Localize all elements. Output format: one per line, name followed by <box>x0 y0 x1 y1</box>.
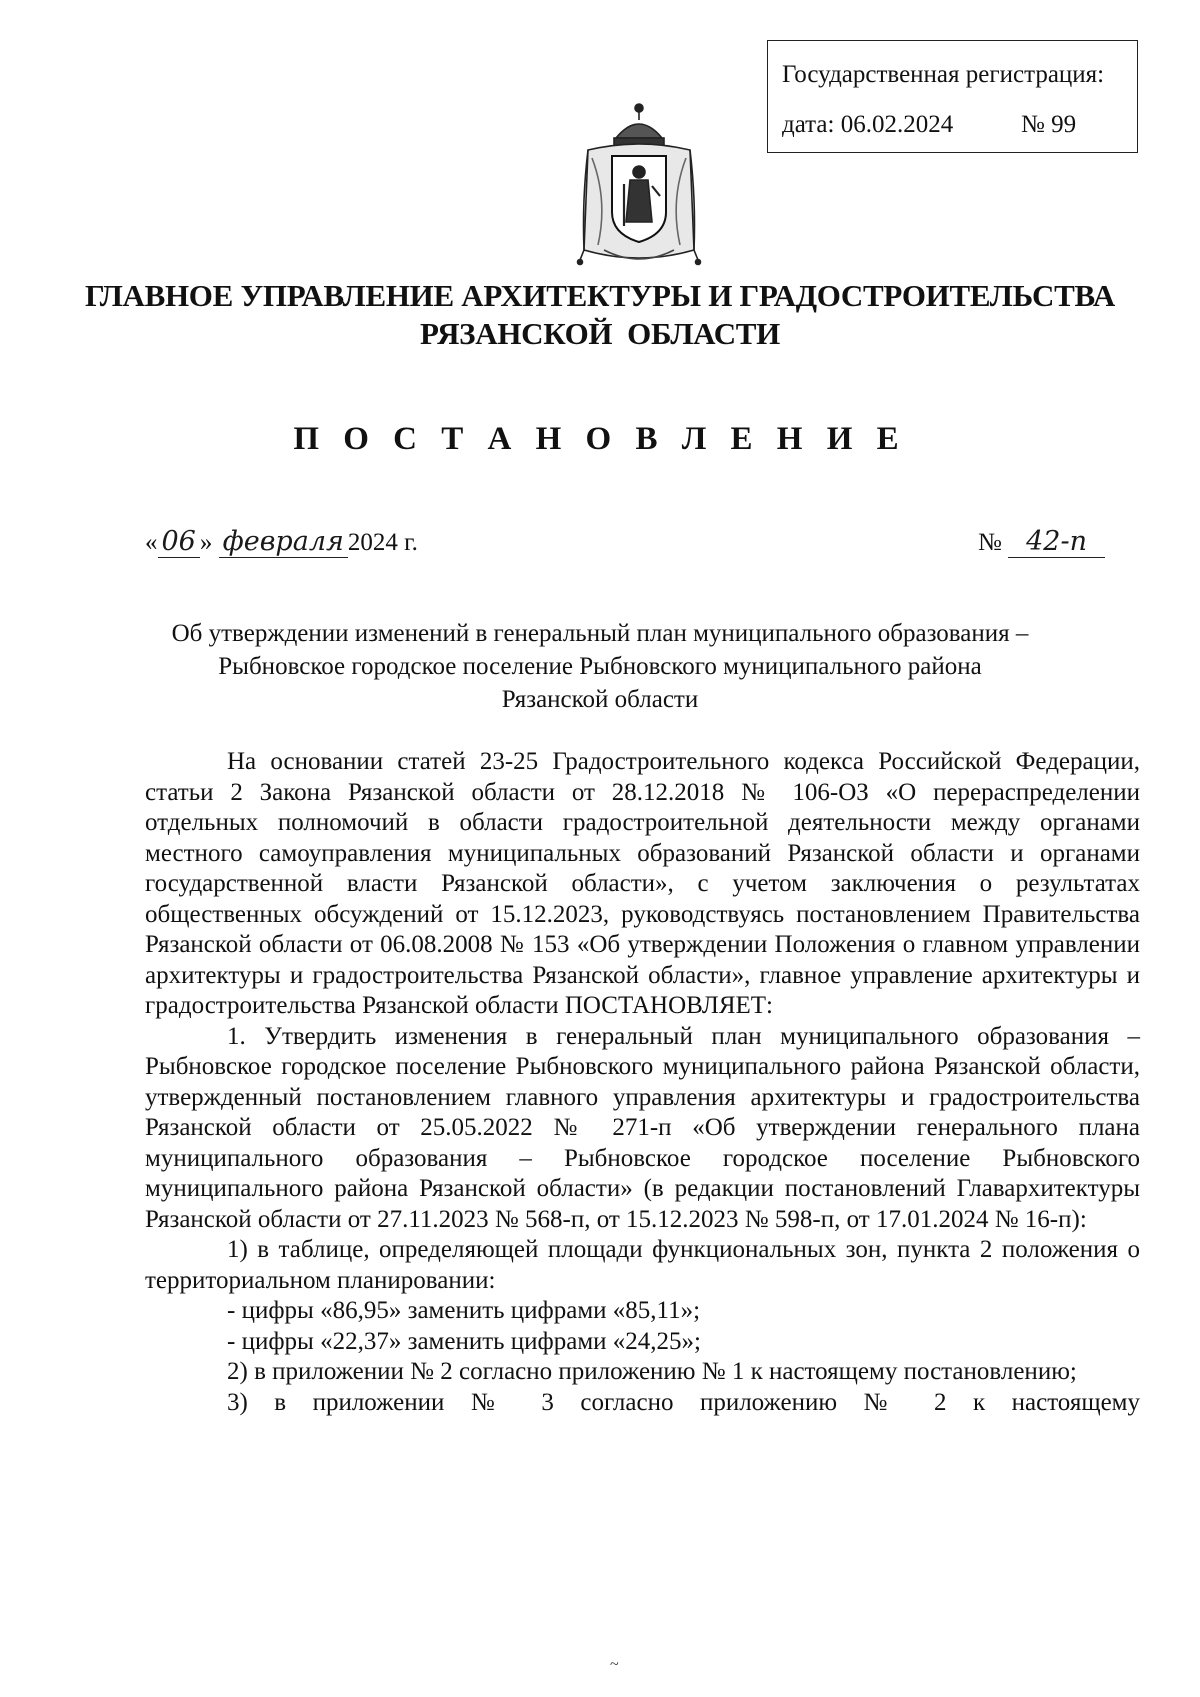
document-type: П О С Т А Н О В Л Е Н И Е <box>293 421 907 457</box>
registration-number: № 99 <box>1021 111 1077 138</box>
number-prefix: № <box>978 529 1002 556</box>
organization-name-line2: РЯЗАНСКОЙ ОБЛАСТИ <box>419 316 781 351</box>
subject-line2: Рыбновское городское поселение Рыбновского муниципального района <box>218 653 982 680</box>
subpoint-2-paragraph: 2) в приложении № 2 согласно приложению № 1 к настоящему постановлению; <box>227 1358 1077 1385</box>
point-1-paragraph: 1. Утвердить изменения в генеральный план муниципального образования – Рыбновское городское поселение Рыбновского муниципального района Рязанской области, утвержденный постановлением главного управления архитектуры и градостроительства Рязанской области от 25.05.2022 № 271-п «Об утверждении генерального плана муниципального образования – Рыбновское городское поселение Рыбновского муниципального района Рязанской области» (в редакции постановлений Главархитектуры Рязанской области от 27.11.2023 № 568-п, от 15.12.2023 № 598-п, от 17.01.2024 № 16-п): <box>145 1022 1140 1233</box>
number-handwritten: 42-п <box>1008 526 1105 558</box>
organization-name-line1: ГЛАВНОЕ УПРАВЛЕНИЕ АРХИТЕКТУРЫ И ГРАДОСТРОИТЕЛЬСТВА <box>84 278 1115 313</box>
subpoint-1b-item: - цифры «22,37» заменить цифрами «24,25»; <box>227 1327 701 1355</box>
registration-stamp <box>767 40 1138 153</box>
document-subject <box>0 617 1200 716</box>
scan-artifact-mark: ~ <box>610 1656 619 1673</box>
subpoint-1a-item: - цифры «86,95» заменить цифрами «85,11»; <box>227 1297 701 1324</box>
preamble-paragraph: На основании статей 23-25 Градостроительного кодекса Российской Федерации, статьи 2 Закона Рязанской области от 28.12.2018 № 106-ОЗ «О перераспределении отдельных полномочий в области градостроительной деятельности между органами местного самоуправления муниципальных образований Рязанской области и органами государственной власти Рязанской области», с учетом заключения о результатах общественных обсуждений от 15.12.2023, руководствуясь постановлением Правительства Рязанской области от 06.08.2008 № 153 «Об утверждении Положения о главном управлении архитектуры и градостроительства Рязанской области», главное управление архитектуры и градостроительства Рязанской области ПОСТАНОВЛЯЕТ: <box>145 748 1140 1019</box>
registration-date: дата: 06.02.2024 <box>782 111 954 138</box>
document-date <box>145 526 418 557</box>
subject-line3: Рязанской области <box>501 686 699 713</box>
registration-title: Государственная регистрация: <box>782 61 1105 88</box>
date-open-quote: « <box>145 529 158 556</box>
date-year: 2024 г. <box>347 529 418 556</box>
subpoint-1-paragraph: 1) в таблице, определяющей площади функциональных зон, пункта 2 положения о территориальном планировании: <box>145 1236 1140 1294</box>
subpoint-3-paragraph: 3) в приложении № 3 согласно приложению № 2 к настоящему <box>227 1388 1140 1416</box>
organization-name <box>0 277 1200 353</box>
document-number <box>978 526 1105 557</box>
document-body <box>145 747 1140 1418</box>
subject-line1: Об утверждении изменений в генеральный план муниципального образования – <box>171 620 1029 647</box>
ryazan-coat-of-arms-icon <box>568 100 710 270</box>
date-month-handwritten: февраля <box>219 526 348 558</box>
date-day-handwritten: 06 <box>158 526 200 558</box>
date-close-quote: » <box>199 529 213 556</box>
